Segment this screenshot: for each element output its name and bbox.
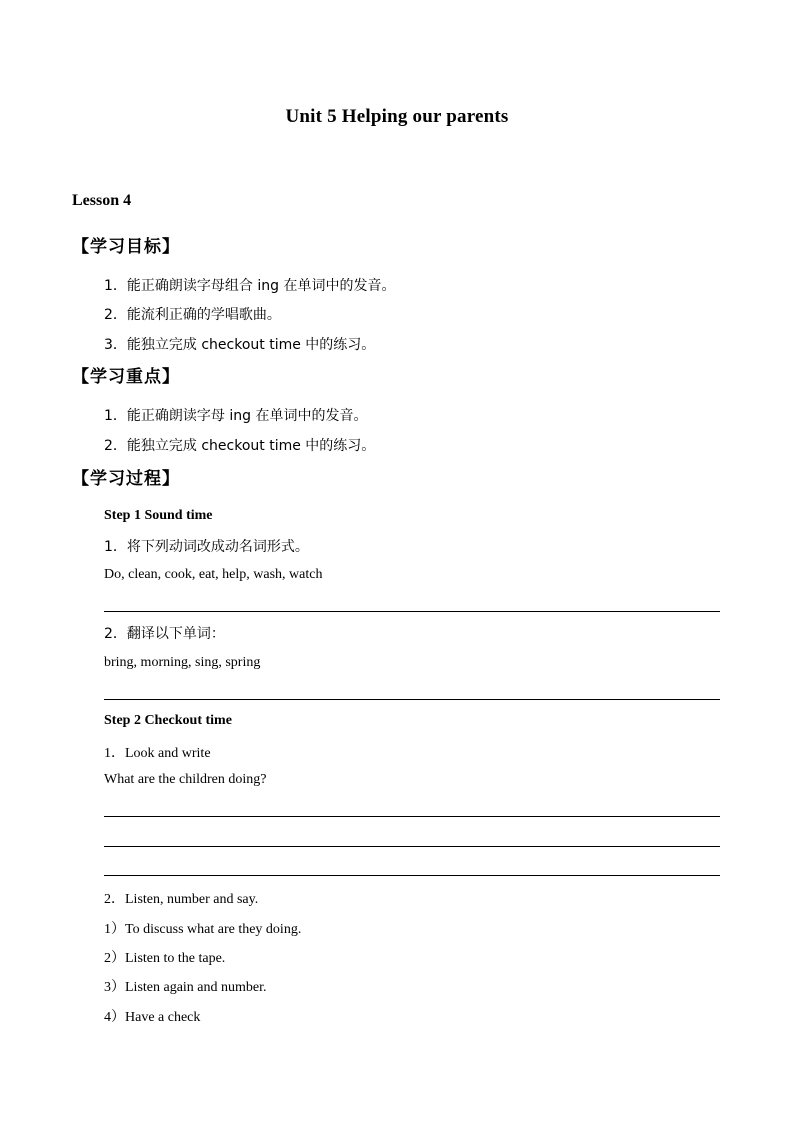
focus-item-1: 1．能正确朗读字母 ing 在单词中的发音。 xyxy=(104,408,368,424)
goal-item-1: 1．能正确朗读字母组合 ing 在单词中的发音。 xyxy=(104,278,396,294)
focus-heading: 【学习重点】 xyxy=(72,367,180,387)
answer-line xyxy=(104,699,720,700)
focus-item-2: 2．能独立完成 checkout time 中的练习。 xyxy=(104,438,376,454)
goals-heading: 【学习目标】 xyxy=(72,237,180,257)
answer-line xyxy=(104,875,720,876)
step2-question-2: 2．Listen, number and say. xyxy=(104,892,259,907)
step2-question-1-prompt: What are the children doing? xyxy=(104,772,267,787)
answer-line xyxy=(104,846,720,847)
step1-word-list: bring, morning, sing, spring xyxy=(104,655,261,670)
answer-line xyxy=(104,611,720,612)
process-heading: 【学习过程】 xyxy=(72,469,180,489)
step1-title: Step 1 Sound time xyxy=(104,508,213,523)
step2-substep-2: 2）Listen to the tape. xyxy=(104,951,226,966)
step1-verb-list: Do, clean, cook, eat, help, wash, watch xyxy=(104,567,323,582)
lesson-heading: Lesson 4 xyxy=(72,192,132,209)
step2-substep-3: 3）Listen again and number. xyxy=(104,980,267,995)
goal-item-2: 2．能流利正确的学唱歌曲。 xyxy=(104,307,281,323)
step1-question-1: 1．将下列动词改成动名词形式。 xyxy=(104,539,309,555)
step2-substep-1: 1）To discuss what are they doing. xyxy=(104,922,302,937)
step2-title: Step 2 Checkout time xyxy=(104,713,232,728)
answer-line xyxy=(104,816,720,817)
step2-question-1: 1．Look and write xyxy=(104,746,211,761)
goal-item-3: 3．能独立完成 checkout time 中的练习。 xyxy=(104,337,376,353)
step1-question-2: 2．翻译以下单词： xyxy=(104,626,225,642)
page-title: Unit 5 Helping our parents xyxy=(285,106,509,127)
step2-substep-4: 4）Have a check xyxy=(104,1010,201,1025)
